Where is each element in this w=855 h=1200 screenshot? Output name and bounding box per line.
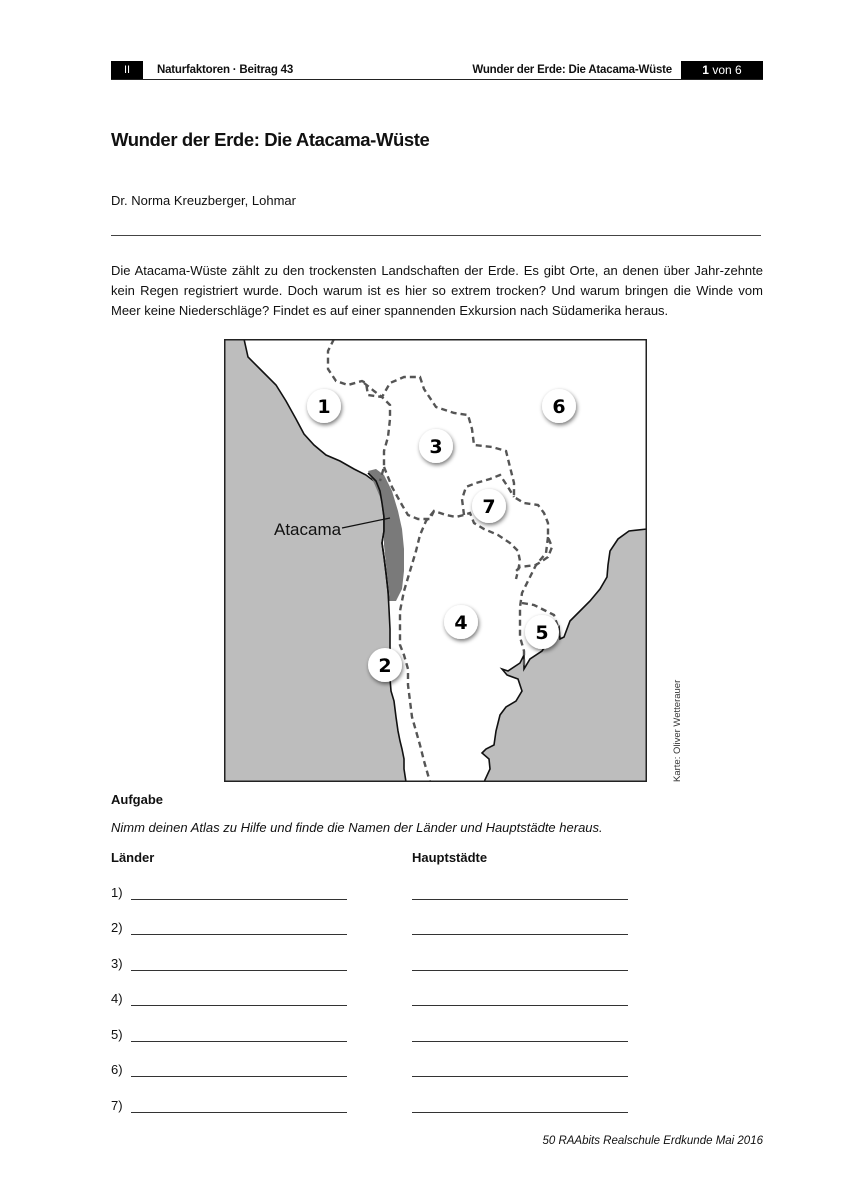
series-label: Naturfaktoren · Beitrag 43 xyxy=(157,64,294,76)
south-america-map xyxy=(224,339,647,782)
country-answer-line[interactable] xyxy=(131,1041,347,1042)
country-answer-line[interactable] xyxy=(131,1076,347,1077)
marker-1-label: 1 xyxy=(317,396,331,418)
section-label: II xyxy=(123,64,131,76)
marker-4-label: 4 xyxy=(454,612,468,634)
row-number: 5) xyxy=(111,1027,123,1042)
intro-paragraph: Die Atacama-Wüste zählt zu den trockensten Landschaften der Erde. Es gibt Orte, an denen über Jahr-zehnte kein Regen registriert wurde. Doch warum ist es hier so extrem trocken? Und warum bringen die Winde vom Meer keine Niederschläge? Findet es auf einer spannenden Exkursion nach Südamerika heraus. xyxy=(111,263,763,318)
capital-answer-line[interactable] xyxy=(412,970,628,971)
row-number: 4) xyxy=(111,991,123,1006)
page-title: Wunder der Erde: Die Atacama-Wüste xyxy=(111,129,430,150)
capital-answer-line[interactable] xyxy=(412,934,628,935)
country-answer-line[interactable] xyxy=(131,970,347,971)
author: Dr. Norma Kreuzberger, Lohmar xyxy=(111,193,296,208)
row-number: 1) xyxy=(111,885,123,900)
row-number: 6) xyxy=(111,1062,123,1077)
marker-7-label: 7 xyxy=(482,496,496,518)
capital-answer-line[interactable] xyxy=(412,1041,628,1042)
marker-5-label: 5 xyxy=(535,622,549,644)
country-answer-line[interactable] xyxy=(131,1005,347,1006)
marker-3-label: 3 xyxy=(429,436,443,458)
marker-2-label: 2 xyxy=(378,655,392,677)
footer-source: 50 RAAbits Realschule Erdkunde Mai 2016 xyxy=(542,1135,763,1147)
capital-answer-line[interactable] xyxy=(412,899,628,900)
country-answer-line[interactable] xyxy=(131,934,347,935)
map-credit: Karte: Oliver Wetterauer xyxy=(672,679,683,782)
capitals-heading: Hauptstädte xyxy=(412,850,488,865)
country-answer-line[interactable] xyxy=(131,899,347,900)
capital-answer-line[interactable] xyxy=(412,1076,628,1077)
section-badge xyxy=(111,61,143,79)
capital-answer-line[interactable] xyxy=(412,1112,628,1113)
country-answer-line[interactable] xyxy=(131,1112,347,1113)
row-number: 7) xyxy=(111,1098,123,1113)
page-current: 1 xyxy=(702,63,709,77)
capital-answer-line[interactable] xyxy=(412,1005,628,1006)
row-number: 3) xyxy=(111,956,123,971)
page-indicator xyxy=(681,61,763,79)
row-number: 2) xyxy=(111,920,123,935)
atacama-label: Atacama xyxy=(274,520,342,539)
running-title: Wunder der Erde: Die Atacama-Wüste xyxy=(472,64,672,76)
divider xyxy=(111,235,761,236)
countries-heading: Länder xyxy=(111,850,155,865)
task-instruction: Nimm deinen Atlas zu Hilfe und finde die Namen der Länder und Hauptstädte heraus. xyxy=(111,820,603,835)
header-rule xyxy=(111,79,763,80)
task-heading: Aufgabe xyxy=(111,792,163,807)
page-suffix: von 6 xyxy=(712,63,742,77)
marker-6-label: 6 xyxy=(552,396,566,418)
